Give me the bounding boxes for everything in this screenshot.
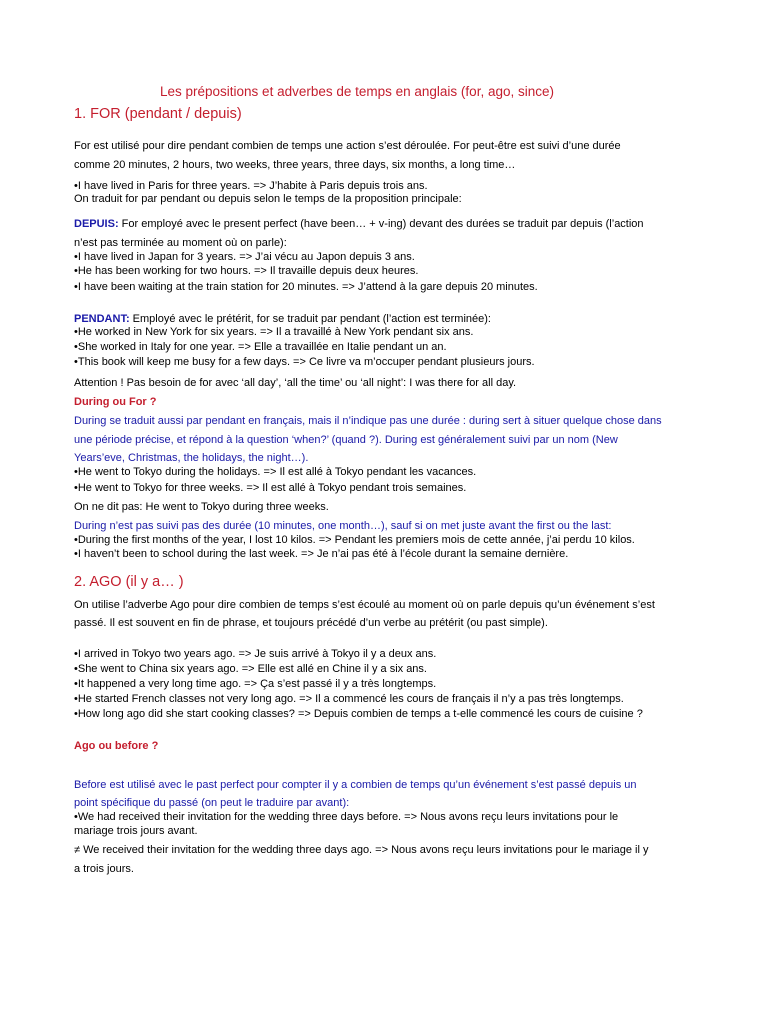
during-example-2: •He went to Tokyo for three weeks. => Il est allé à Tokyo pendant trois semaines. [74,482,467,494]
sec1-intro-line1: For est utilisé pour dire pendant combien de temps une action s’est déroulée. For peut-être est suivi d’une durée [74,140,621,152]
depuis-label: DEPUIS: [74,218,119,230]
depuis-line2: n’est pas terminée au moment où on parle): [74,237,287,249]
ago-example-2: •She went to China six years ago. => Elle est allé en Chine il y a six ans. [74,663,427,675]
before-example-2b: a trois jours. [74,863,134,875]
section-1-heading: 1. FOR (pendant / depuis) [74,106,242,122]
pendant-example-1: •He worked in New York for six years. => Il a travaillé à New York pendant six ans. [74,326,474,338]
section-2-heading: 2. AGO (il y a… ) [74,574,184,590]
sec2-intro-line1: On utilise l’adverbe Ago pour dire combien de temps s’est écoulé au moment où on parle depuis qu’un événement s’est [74,599,655,611]
pendant-example-2: •She worked in Italy for one year. => Elle a travaillée en Italie pendant un an. [74,341,447,353]
sec2-intro-line2: passé. Il est souvent en fin de phrase, et toujours précédé d’un verbe au prétérit (ou past simple). [74,617,548,629]
for-example-1: •I have lived in Paris for three years. => J’habite à Paris depuis trois ans. [74,180,428,192]
during-example-4: •During the first months of the year, I lost 10 kilos. => Pendant les premiers mois de cette année, j’ai perdu 10 kilos. [74,534,635,546]
during-text-2: une période précise, et répond à la question ‘when?’ (quand ?). During est généralement suivi par un nom (New [74,434,618,446]
during-example-5: •I haven’t been to school during the last week. => Je n’ai pas été à l’école durant la semaine dernière. [74,548,569,560]
pendant-text: Employé avec le prétérit, for se traduit par pendant (l’action est terminée): [129,313,491,325]
during-note: During n’est pas suivi pas des durée (10 minutes, one month…), sauf si on met juste avant the first ou the last: [74,520,612,532]
during-text-3: Years’eve, Christmas, the holidays, the night…). [74,452,309,464]
ago-example-3: •It happened a very long time ago. => Ça s’est passé il y a très longtemps. [74,678,437,690]
before-heading: Ago ou before ? [74,740,159,752]
before-text-1: Before est utilisé avec le past perfect pour compter il y a combien de temps qu’un événement s’est passé depuis un [74,779,637,791]
ago-example-4: •He started French classes not very long ago. => Il a commencé les cours de français il n’y a pas très longtemps. [74,693,624,705]
pendant-line [74,313,491,326]
before-text-2: point spécifique du passé (on peut le traduire par avant): [74,797,350,809]
for-translation-note: On traduit for par pendant ou depuis selon le temps de la proposition principale: [74,193,462,205]
pendant-example-3: •This book will keep me busy for a few days. => Ce livre va m’occuper pendant plusieurs jours. [74,356,535,368]
depuis-example-2: •He has been working for two hours. => Il travaille depuis deux heures. [74,265,419,277]
depuis-example-3: •I have been waiting at the train station for 20 minutes. => J’attend à la gare depuis 20 minutes. [74,281,538,293]
during-heading: During ou For ? [74,396,157,408]
ago-example-5: •How long ago did she start cooking classes? => Depuis combien de temps a t-elle commencé les cours de cuisine ? [74,708,643,720]
during-example-3: On ne dit pas: He went to Tokyo during three weeks. [74,501,329,513]
before-example-1b: mariage trois jours avant. [74,825,198,837]
during-text-1: During se traduit aussi par pendant en français, mais il n’indique pas une durée : during sert à situer quelque chose dans [74,415,662,427]
during-example-1: •He went to Tokyo during the holidays. => Il est allé à Tokyo pendant les vacances. [74,466,477,478]
page-title: Les prépositions et adverbes de temps en anglais (for, ago, since) [160,84,554,99]
depuis-text: For employé avec le present perfect (have been… + v-ing) devant des durées se traduit par depuis (l’action [118,218,644,230]
depuis-line1 [74,218,644,231]
before-example-1a: •We had received their invitation for the wedding three days before. => Nous avons reçu leurs invitations pour le [74,811,619,823]
ago-example-1: •I arrived in Tokyo two years ago. => Je suis arrivé à Tokyo il y a deux ans. [74,648,437,660]
sec1-intro-line2: comme 20 minutes, 2 hours, two weeks, three years, three days, six months, a long time… [74,159,516,171]
pendant-label: PENDANT: [74,313,130,325]
depuis-example-1: •I have lived in Japan for 3 years. => J’ai vécu au Japon depuis 3 ans. [74,251,415,263]
attention-note: Attention ! Pas besoin de for avec ‘all day’, ‘all the time’ ou ‘all night’: I was there for all day. [74,377,517,389]
before-example-2a: ≠ We received their invitation for the wedding three days ago. => Nous avons reçu leurs invitations pour le mariage il y [74,844,649,856]
